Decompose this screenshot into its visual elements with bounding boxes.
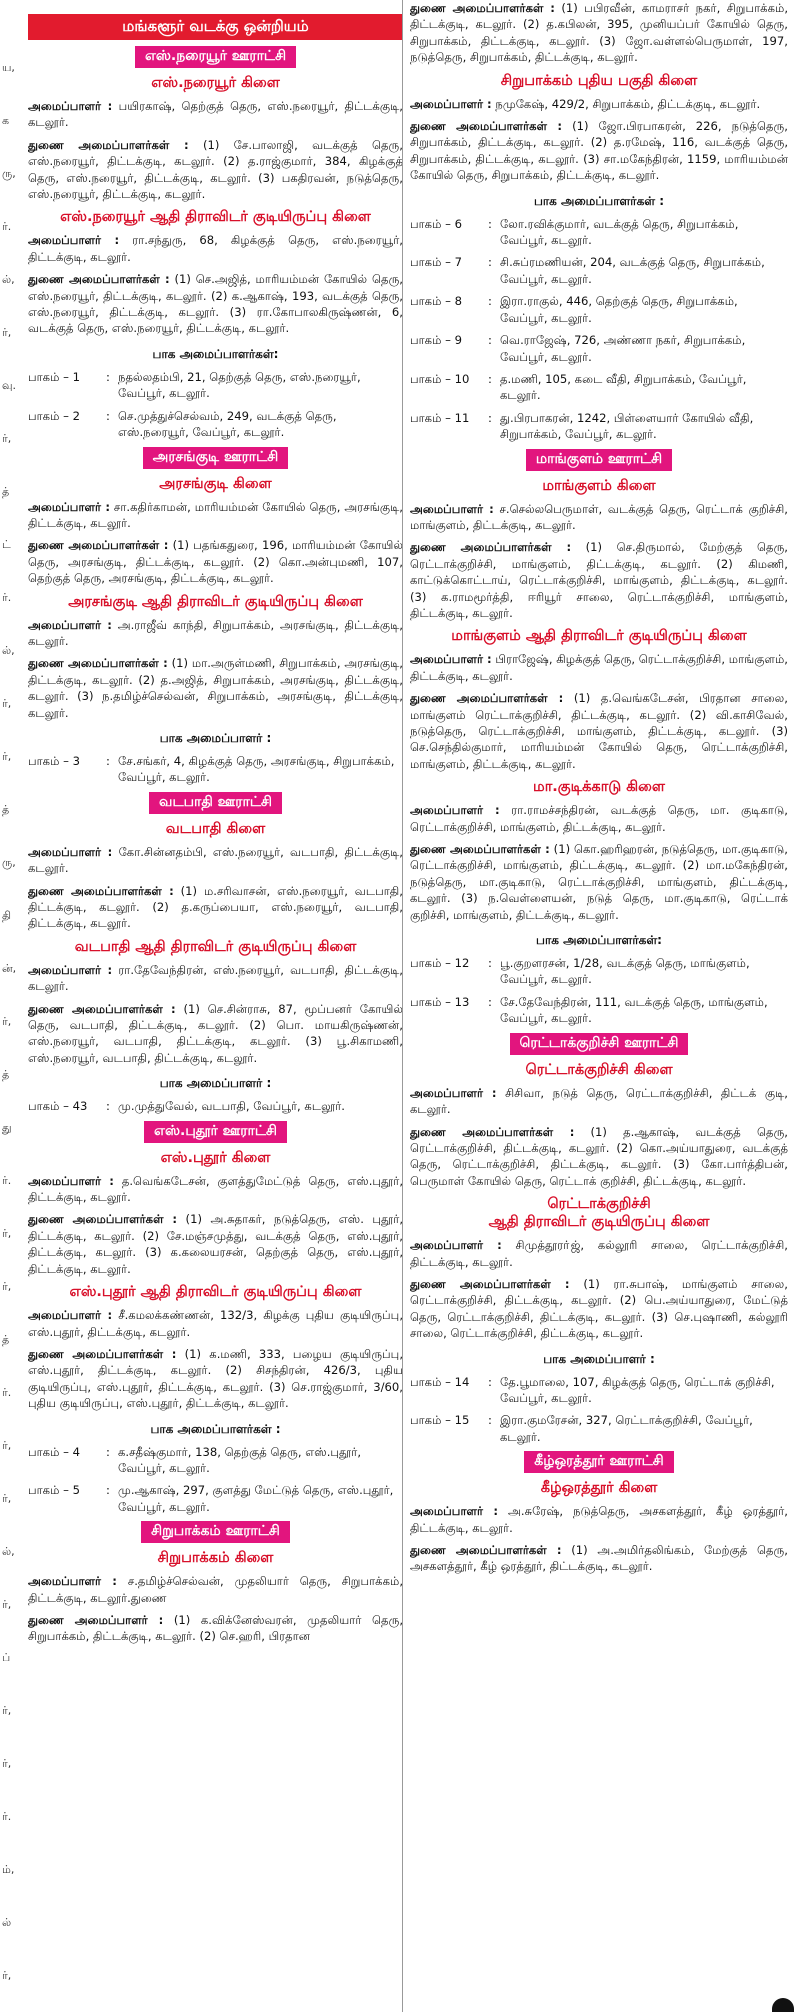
booth-row	[28, 753, 403, 786]
margin-fragment: ட்	[2, 538, 11, 551]
booth-organiser: லோ.ரவிக்குமார், வடக்குத் தெரு, சிறுபாக்கம், வேப்பூர், கடலூர்.	[500, 216, 739, 248]
organiser-entry	[410, 96, 788, 112]
deputy-text: (1) ரா.சுபாஷ், மாங்குளம் சாலை, ரெட்டாக்குறிச்சி, திட்டக்குடி, கடலூர். (2) பெ.அய்யாதுரை, மேட்டுத் தெரு, ரெட்டாக்குறிச்சி, திட்டக்குடி, கடலூர். (3) செ.புஷாணி, கல்லூரி சாலை, ரெட்டாக்குறிச்சி, திட்டக்குடி, கடலூர்.	[410, 1276, 788, 1341]
panchayat-banner: மாங்குளம் ஊராட்சி	[526, 449, 672, 471]
deputy-text: (1) செ.திருமால், மேற்குத் தெரு, ரெட்டாக்குறிச்சி, மாங்குளம், திட்டக்குடி, கடலூர். (2) கிமணி, காட்டுக்கொட்டாய், ரெட்டாக்குறிச்சி, மாங்குளம், திட்டக்குடி, கடலூர். (3) க.ராமமூர்த்தி, ஈரியூர் சாலை, ரெட்டாக்குறிச்சி, மாங்குளம், திட்டக்குடி, கடலூர்.	[410, 540, 788, 620]
booth-organiser: சி.சுப்ரமணியன், 204, வடக்குத் தெரு, சிறுபாக்கம், வேப்பூர், கடலூர்.	[500, 255, 765, 286]
deputy-entry	[410, 841, 788, 923]
booth-organiser: பூ.குறளரசன், 1/28, வடக்குத் தெரு, மாங்குளம், வேப்பூர், கடலூர்.	[500, 956, 750, 987]
margin-fragment: ர்,	[2, 1598, 12, 1611]
panchayat-banner: வடபாதி ஊராட்சி	[149, 792, 282, 814]
booth-organiser: தே.பூமாலை, 107, கிழக்குத் தெரு, ரெட்டாக் குறிச்சி, வேப்பூர், கடலூர்.	[500, 1374, 775, 1405]
deputy-label: துணை அமைப்பாளர்கள் :	[28, 1001, 176, 1016]
organiser-label: அமைப்பாளர் :	[28, 1173, 114, 1188]
booth-number: பாகம் – 7	[410, 255, 462, 270]
organiser-text: ச.தமிழ்ச்செல்வன், முதலியார் தெரு, சிறுபாக்கம், திட்டக்குடி, கடலூர்.துணை	[28, 1574, 403, 1605]
organiser-text: ரா.தேவேந்திரன், எஸ்.நரையூர், வடபாதி, திட்டக்குடி, கடலூர்.	[28, 962, 403, 994]
margin-fragment: ர்,	[2, 1280, 12, 1293]
margin-fragment: ல்,	[2, 644, 15, 657]
organiser-label: அமைப்பாளர் :	[28, 233, 120, 248]
organiser-entry	[28, 1573, 403, 1606]
organiser-label: அமைப்பாளர் :	[28, 1574, 117, 1589]
deputy-text: (1) ஜோ.பிரபாகரன், 226, நடுத்தெரு, சிறுபாக்கம், திட்டக்குடி, கடலூர். (2) த.ரமேஷ், 116, வடக்குத் தெரு, சிறுபாக்கம், திட்டக்குடி, கடலூர். (3) சா.மகேந்திரன், 1159, மாரியம்மன் கோயில் தெரு, சிறுபாக்கம், திட்டக்குடி, கடலூர்.	[410, 119, 788, 183]
booth-number: பாகம் – 14	[410, 1374, 470, 1389]
organiser-entry	[28, 499, 403, 532]
booth-number: பாகம் – 43	[28, 1099, 88, 1114]
booth-colon: :	[488, 410, 492, 425]
booth-row	[410, 216, 788, 249]
branch-title-line: ஆதி திராவிடர் குடியிருப்பு கிளை	[488, 1214, 710, 1231]
margin-fragment: ல்,	[2, 273, 15, 286]
branch-title	[28, 74, 403, 92]
deputy-label: துணை அமைப்பாளர்கள் :	[410, 1124, 575, 1139]
organiser-entry	[28, 232, 403, 265]
organiser-text: கோ.சின்னதம்பி, எஸ்.நரையூர், வடபாதி, திட்டக்குடி, கடலூர்.	[28, 844, 403, 876]
booth-organiser: த.மணி, 105, கடை வீதி, சிறுபாக்கம், வேப்பூர், கடலூர்.	[500, 371, 747, 403]
booth-organisers-heading: பாக அமைப்பாளர்கள் :	[150, 1421, 281, 1436]
booth-row	[28, 369, 403, 402]
deputy-text: (1) க.மணி, 333, பழைய குடியிருப்பு, எஸ்.புதூர், திட்டக்குடி, கடலூர். (2) சிசந்திரன், 426/3, புதிய குடியிருப்பு, எஸ்.புதூர், திட்டக்குடி, கடலூர். (3) செ.ராஜ்குமார், 3/60, புதிய குடியிருப்பு, எஸ்.புதூர், திட்டக்குடி, கடலூர்.	[28, 1346, 403, 1411]
branch-title-line: அரசங்குடி கிளை	[159, 475, 272, 492]
deputy-entry	[28, 271, 403, 337]
booth-organiser: வெ.ராஜேஷ், 726, அண்ணா நகர், சிறுபாக்கம், வேப்பூர், கடலூர்.	[500, 333, 746, 364]
organiser-label: அமைப்பாளர் :	[28, 499, 110, 514]
deputy-label: துணை அமைப்பாளர் :	[28, 1612, 164, 1627]
branch-title	[410, 627, 788, 645]
organiser-text: பயிரகாஷ், தெற்குத் தெரு, எஸ்.நரையூர், திட்டக்குடி, கடலூர்.	[28, 99, 403, 130]
branch-title	[410, 477, 788, 495]
organiser-text: சிமுத்தூரா்ஜ், கல்லூரி சாலை, ரெட்டாக்குறிச்சி, திட்டக்குடி, கடலூர்.	[410, 1238, 788, 1269]
booth-organiser: மு.முத்துவேல், வடபாதி, வேப்பூர், கடலூர்.	[118, 1099, 345, 1114]
booth-organisers-heading: பாக அமைப்பாளர்கள்:	[536, 933, 662, 948]
margin-fragment: ர்,	[2, 1227, 12, 1240]
deputy-text: (1) செ.சின்ராசு, 87, மூப்பனர் கோயில் தெரு, வடபாதி, திட்டக்குடி, கடலூர். (2) பொ. மாயகிருஷ்ணன், எஸ்.நரையூர், வடபாதி, திட்டக்குடி, கடலூர். (3) பூ.சிகாமணி, எஸ்.நரையூர், வடபாதி, திட்டக்குடி, கடலூர்.	[28, 1001, 403, 1065]
margin-fragment: ப்	[2, 1651, 11, 1664]
deputy-text: (1) த.வெங்கடேசன், பிரதான சாலை, மாங்குளம் ரெட்டாக்குறிச்சி, திட்டக்குடி, கடலூர். (2) வி.காசிவேல், நடுத்தெரு, ரெட்டாக்குறிச்சி, மாங்குளம், திட்டக்குடி, கடலூர். (3) செ.செந்தில்குமார், மாரியம்மன் கோயில் தெரு, ரெட்டாக்குறிச்சி, மாங்குளம், திட்டக்குடி, கடலூர்.	[410, 691, 788, 771]
deputies-label: துணை அமைப்பாளர்கள் :	[410, 1, 555, 15]
deputy-entry	[28, 537, 403, 586]
organiser-entry	[28, 844, 403, 877]
booth-colon: :	[488, 333, 492, 348]
booth-organiser: சே.தேவேந்திரன், 111, வடக்குத் தெரு, மாங்குளம், வேப்பூர், கடலூர்.	[500, 994, 768, 1026]
branch-title	[410, 1061, 788, 1079]
booth-organisers-heading: பாக அமைப்பாளர் :	[159, 1076, 272, 1091]
margin-fragment: ர்,	[2, 1439, 12, 1452]
booth-number: பாகம் – 12	[410, 956, 470, 971]
booth-row	[410, 955, 788, 988]
panchayat-banner: அரசங்குடி ஊராட்சி	[143, 447, 288, 469]
deputy-entry	[410, 1124, 788, 1190]
organiser-text: ரா.ராமச்சந்திரன், வடக்குத் தெரு, மா. குடிகாடு, ரெட்டாக்குறிச்சி, மாங்குளம், திட்டக்குடி, கடலூர்.	[410, 803, 788, 834]
organiser-label: அமைப்பாளர் :	[28, 99, 113, 113]
organiser-label: அமைப்பாளர் :	[410, 1238, 502, 1253]
branch-title-line: வடபாதி கிளை	[165, 820, 266, 837]
organiser-text: நமுகேஷ், 429/2, சிறுபாக்கம், திட்டக்குடி, கடலூர்.	[495, 96, 761, 111]
deputy-text: (1) அ.சுதாகர், நடுத்தெரு, எஸ். புதூர், திட்டக்குடி, கடலூர். (2) சே.மஞ்சமுத்து, வடக்குத் தெரு, எஸ்.புதூர், திட்டக்குடி, கடலூர். (3) க.கலையரசன், தெற்குத் தெரு, எஸ்.புதூர், திட்டக்குடி, கடலூர்.	[28, 1212, 403, 1276]
booth-number: பாகம் – 2	[28, 408, 80, 423]
branch-title	[28, 208, 403, 226]
deputy-text: (1) சே.பாலாஜி, வடக்குத் தெரு, எஸ்.நரையூர், திட்டக்குடி, கடலூர். (2) த.ராஜ்குமார், 384, கிழக்குத் தெரு, எஸ்.நரையூர், திட்டக்குடி, கடலூர். (3) பகதிரவன், நடுத்தெரு, எஸ்.நரையூர், திட்டக்குடி, கடலூர்.	[28, 137, 403, 202]
deputy-text: (1) மா.அருள்மணி, சிறுபாக்கம், அரசங்குடி, திட்டக்குடி, கடலூர். (2) த.அஜித், சிறுபாக்கம், அரசங்குடி, திட்டக்குடி, கடலூர். (3) ந.தமிழ்ச்செல்வன், சிறுபாக்கம், அரசங்குடி, திட்டக்குடி, கடலூர்.	[28, 656, 403, 720]
branch-title-line: எஸ்.நரையூர் கிளை	[151, 75, 280, 91]
branch-title	[28, 593, 403, 611]
deputy-entry	[28, 1612, 403, 1645]
booth-row	[410, 254, 788, 287]
deputy-label: துணை அமைப்பாளர்கள் :	[28, 1346, 177, 1361]
deputy-label: துணை அமைப்பாளர்கள் :	[410, 842, 550, 857]
branch-title	[28, 1549, 403, 1567]
deputy-text: (1) பதங்கதுரை, 196, மாரியம்மன் கோயில் தெரு, அரசங்குடி, திட்டக்குடி, கடலூர். (2) கொ.அன்புமணி, 107, தெற்குத் தெரு, அரசங்குடி, திட்டக்குடி, கடலூர்.	[28, 538, 403, 586]
margin-fragment: ம்,	[2, 1863, 15, 1876]
organiser-entry	[410, 1503, 788, 1536]
booth-organiser: இரா.குமரேசன், 327, ரெட்டாக்குறிச்சி, வேப்பூர், கடலூர்.	[500, 1413, 753, 1444]
deputy-label: துணை அமைப்பாளர்கள் :	[28, 137, 189, 152]
deputy-label: துணை அமைப்பாளர்கள் :	[410, 1543, 562, 1557]
organiser-label: அமைப்பாளர் :	[410, 1085, 497, 1100]
branch-title-line: ரெட்டாக்குறிச்சி கிளை	[525, 1061, 673, 1078]
booth-row	[28, 408, 403, 441]
booth-colon: :	[106, 1483, 110, 1498]
booth-row	[28, 1482, 403, 1515]
booth-colon: :	[106, 408, 110, 423]
booth-colon: :	[488, 294, 492, 309]
organiser-label: அமைப்பாளர் :	[28, 844, 113, 859]
organiser-text: பிராஜேஷ், கிழக்குத் தெரு, ரெட்டாக்குறிச்சி, மாங்குளம், திட்டக்குடி, கடலூர்.	[410, 652, 788, 683]
booth-number: பாகம் – 9	[410, 333, 462, 348]
deputy-label: துணை அமைப்பாளர்கள் :	[28, 656, 168, 671]
margin-fragment: ர்.	[2, 1810, 12, 1823]
organiser-text: சீ.கமலக்கண்ணன், 132/3, கிழக்கு புதிய குடியிருப்பு, எஸ்.புதூர், திட்டக்குடி, கடலூர்.	[28, 1308, 403, 1339]
booth-colon: :	[488, 1413, 492, 1428]
booth-colon: :	[488, 994, 492, 1009]
branch-title	[410, 778, 788, 796]
deputy-label: துணை அமைப்பாளர்கள் :	[410, 119, 563, 134]
margin-fragment: ர்,	[2, 1015, 12, 1028]
organiser-entry	[28, 1173, 403, 1206]
booth-colon: :	[488, 956, 492, 971]
margin-fragment: ர்.	[2, 1386, 12, 1399]
margin-fragment: ர்.	[2, 591, 12, 604]
margin-fragment: த்	[2, 1333, 10, 1346]
branch-title	[28, 938, 403, 956]
booth-colon: :	[488, 216, 492, 231]
booth-number: பாகம் – 13	[410, 994, 470, 1009]
margin-fragment: தி	[2, 909, 12, 922]
booth-row	[410, 410, 788, 443]
left-margin-strip	[0, 0, 22, 2012]
branch-title-line: எஸ்.புதூர் ஆதி திராவிடர் குடியிருப்பு கிளை	[69, 1284, 362, 1301]
deputy-label: துணை அமைப்பாளர்கள் :	[28, 538, 169, 553]
margin-fragment: ரு,	[2, 167, 16, 180]
deputies-text: (1) பபிரவீன், காமராசர் நகர், சிறுபாக்கம், திட்டக்குடி, கடலூர். (2) த.கபிலன், 395, முனியப்பர் கோயில் தெரு, சிறுபாக்கம், திட்டக்குடி, கடலூர். (3) ஜோ.வள்ளல்பெருமாள், 197, நடுத்தெரு, சிறுபாக்கம், திட்டக்குடி, கடலூர்.	[410, 1, 788, 65]
branch-title	[28, 475, 403, 493]
deputy-entry	[28, 1211, 403, 1277]
panchayat-banner: எஸ்.புதூர் ஊராட்சி	[144, 1121, 287, 1143]
margin-fragment: ரு,	[2, 856, 16, 869]
deputy-label: துணை அமைப்பாளர்கள் :	[410, 1276, 570, 1291]
margin-fragment: ர்,	[2, 1704, 12, 1717]
organiser-entry	[410, 1237, 788, 1270]
booth-organiser: க.சதீஷ்குமார், 138, தெற்குத் தெரு, எஸ்.புதூர், வேப்பூர், கடலூர்.	[118, 1444, 361, 1475]
booth-number: பாகம் – 11	[410, 410, 470, 425]
branch-title	[28, 1283, 403, 1301]
organiser-text: சிசிவா, நடுத் தெரு, ரெட்டாக்குறிச்சி, திட்டக் குடி, கடலூர்.	[410, 1085, 788, 1117]
booth-row	[410, 1412, 788, 1445]
panchayat-banner: ரெட்டாக்குறிச்சி ஊராட்சி	[510, 1033, 689, 1055]
margin-fragment: ர்.	[2, 220, 12, 233]
deputy-entry	[28, 655, 403, 721]
deputy-label: துணை அமைப்பாளர்கள் :	[28, 883, 174, 898]
booth-organisers-heading: பாக அமைப்பாளர் :	[543, 1351, 655, 1366]
organiser-label: அமைப்பாளர் :	[28, 962, 113, 977]
margin-fragment: ர்,	[2, 1969, 12, 1982]
deputy-entry	[28, 1001, 403, 1067]
booth-organisers-heading: பாக அமைப்பாளர்கள்:	[152, 346, 279, 361]
branch-title	[410, 1479, 788, 1497]
margin-fragment: ர்,	[2, 1757, 12, 1770]
deputy-entry	[410, 690, 788, 772]
branch-title-line: கீழ்ஒரத்தூர் கிளை	[540, 1480, 658, 1497]
deputy-label: துணை அமைப்பாளர்கள் :	[410, 691, 564, 706]
branch-title-line: எஸ்.புதூர் கிளை	[160, 1149, 271, 1166]
margin-fragment: து	[2, 1121, 12, 1134]
booth-organisers-heading: பாக அமைப்பாளர்கள் :	[533, 193, 665, 208]
panchayat-banner: கீழ்ஒரத்தூர் ஊராட்சி	[524, 1451, 674, 1473]
margin-fragment: ர்,	[2, 1492, 12, 1505]
branch-title-line: ரெட்டாக்குறிச்சி	[547, 1196, 651, 1213]
margin-fragment: த்	[2, 1068, 10, 1081]
deputy-label: துணை அமைப்பாளர்கள் :	[410, 540, 572, 555]
branch-title-line: வடபாதி ஆதி திராவிடர் குடியிருப்பு கிளை	[74, 938, 357, 955]
booth-colon: :	[488, 1374, 492, 1389]
booth-number: பாகம் – 3	[28, 753, 80, 768]
organiser-label: அமைப்பாளர் :	[28, 617, 112, 632]
booth-number: பாகம் – 1	[28, 369, 80, 384]
margin-fragment: த்	[2, 485, 10, 498]
margin-fragment: ய,	[2, 61, 15, 74]
left-column	[28, 0, 403, 2012]
booth-number: பாகம் – 8	[410, 294, 462, 309]
branch-title-line: அரசங்குடி ஆதி திராவிடர் குடியிருப்பு கிளை	[68, 593, 363, 610]
organiser-label: அமைப்பாளர் :	[410, 501, 494, 516]
organiser-text: ரா.சந்துரு, 68, கிழக்குத் தெரு, எஸ்.நரையூர், திட்டக்குடி, கடலூர்.	[28, 233, 403, 264]
deputy-text: (1) த.ஆகாஷ், வடக்குத் தெரு, ரெட்டாக்குறிச்சி, திட்டக்குடி, கடலூர். (2) கொ.அய்யாதுரை, வடக்குத் தெரு, ரெட்டாக்குறிச்சி, திட்டக்குடி, கடலூர். (3) கோ.பார்த்திபன், பெருமாள் கோயில் தெரு, ரெட்டாக் குறிச்சி, திட்டக்குடி, கடலூர்.	[410, 1124, 788, 1188]
organiser-entry	[28, 617, 403, 650]
margin-fragment: ர்,	[2, 697, 12, 710]
booth-number: பாகம் – 5	[28, 1483, 80, 1498]
margin-fragment: வு.	[2, 379, 17, 392]
organiser-entry	[410, 651, 788, 684]
deputy-entry	[410, 1276, 788, 1342]
booth-organiser: மு.ஆகாஷ், 297, குளத்து மேட்டுத் தெரு, எஸ்.புதூர், வேப்பூர், கடலூர்.	[118, 1483, 394, 1514]
deputy-entry	[410, 118, 788, 184]
organiser-label: அமைப்பாளர் :	[28, 1308, 113, 1323]
deputy-entry	[410, 539, 788, 621]
booth-organiser: நதல்லதம்பி, 21, தெற்குத் தெரு, எஸ்.நரையூர், வேப்பூர், கடலூர்.	[118, 369, 361, 401]
booth-colon: :	[106, 369, 110, 384]
deputy-label: துணை அமைப்பாளர்கள் :	[28, 1212, 178, 1227]
branch-title	[410, 1195, 788, 1231]
column-divider	[402, 0, 403, 2012]
organiser-entry	[410, 802, 788, 835]
booth-organiser: செ.முத்துச்செல்வம், 249, வடக்குத் தெரு, எஸ்.நரையூர், வேப்பூர், கடலூர்.	[118, 408, 337, 440]
organiser-text: சா.கதிர்காமன், மாரியம்மன் கோயில் தெரு, அரசங்குடி, திட்டக்குடி, கடலூர்.	[28, 499, 403, 530]
margin-fragment: ர்,	[2, 432, 12, 445]
deputy-entry	[28, 137, 403, 203]
booth-number: பாகம் – 10	[410, 371, 470, 386]
panchayat-banner: சிறுபாக்கம் ஊராட்சி	[141, 1521, 290, 1543]
margin-fragment: ர்.	[2, 1174, 12, 1187]
branch-title	[410, 72, 788, 90]
union-banner: மங்களூர் வடக்கு ஒன்றியம்	[28, 14, 403, 40]
deputy-text: (1) ம.சரிவாசன், எஸ்.நரையூர், வடபாதி, திட்டக்குடி, கடலூர். (2) த.கருப்பையா, எஸ்.நரையூர், வடபாதி, திட்டக்குடி, கடலூர்.	[28, 883, 403, 931]
deputy-text: (1) க.விக்னேஸ்வரன், முதலியார் தெரு, சிறுபாக்கம், திட்டக்குடி, கடலூர். (2) செ.ஹரி, பிரதான	[28, 1612, 403, 1644]
booth-number: பாகம் – 6	[410, 216, 462, 231]
organiser-label: அமைப்பாளர் :	[410, 96, 492, 111]
deputy-entry	[28, 883, 403, 932]
right-column	[410, 0, 788, 2012]
booth-number: பாகம் – 15	[410, 1413, 470, 1428]
booth-row	[28, 1098, 403, 1114]
branch-title-line: சிறுபாக்கம் கிளை	[157, 1550, 274, 1567]
booth-organisers-heading: பாக அமைப்பாளர் :	[159, 730, 272, 745]
booth-row	[410, 1374, 788, 1407]
page-number-tab	[772, 1998, 794, 2012]
branch-title	[28, 820, 403, 838]
margin-fragment: ல்	[2, 1916, 12, 1929]
deputy-text: (1) கொ.ஹரிஹரன், நடுத்தெரு, மா.குடிகாடு, ரெட்டாக்குறிச்சி, மாங்குளம், திட்டக்குடி, கடலூர். (2) மா.மகேந்திரன், நடுத்தெரு, மா.குடிகாடு, ரெட்டாக்குறிச்சி, மாங்குளம், திட்டக்குடி, கடலூர். (3) ந.வெள்ளையன், நடுத் தெரு, மா.குடிகாடு, ரெட்டாக் குறிச்சி, மாங்குளம், திட்டக்குடி, கடலூர்.	[410, 842, 788, 922]
margin-fragment: ர்,	[2, 750, 12, 763]
booth-row	[28, 1444, 403, 1477]
margin-fragment: ர்,	[2, 326, 12, 339]
booth-row	[410, 332, 788, 365]
booth-colon: :	[488, 255, 492, 270]
organiser-entry	[410, 1085, 788, 1118]
continued-deputies	[410, 0, 788, 66]
booth-organiser: து.பிரபாகரன், 1242, பிள்ளையார் கோயில் வீதி, சிறுபாக்கம், வேப்பூர், கடலூர்.	[500, 410, 754, 442]
organiser-label: அமைப்பாளர் :	[410, 1504, 498, 1519]
organiser-entry	[28, 962, 403, 995]
organiser-entry	[410, 501, 788, 534]
branch-title-line: சிறுபாக்கம் புதிய பகுதி கிளை	[500, 72, 698, 89]
margin-fragment: ன்,	[2, 962, 17, 975]
organiser-label: அமைப்பாளர் :	[410, 803, 500, 818]
booth-row	[410, 293, 788, 326]
organiser-text: அ.சுரேஷ், நடுத்தெரு, அசகளத்தூர், கீழ் ஒரத்தூர், திட்டக்குடி, கடலூர்.	[410, 1504, 788, 1535]
deputy-text: (1) செ.அஜித், மாரியம்மன் கோயில் தெரு, எஸ்.நரையூர், திட்டக்குடி, கடலூர். (2) க.ஆகாஷ், 193, வடக்குத் தெரு, எஸ்.நரையூர், திட்டக்குடி, கடலூர். (3) ரா.கோபாலகிருஷ்ணன், 6, வடக்குத் தெரு, எஸ்.நரையூர், திட்டக்குடி, கடலூர்.	[28, 272, 403, 336]
branch-title-line: மாங்குளம் கிளை	[542, 477, 656, 494]
booth-number: பாகம் – 4	[28, 1444, 80, 1459]
panchayat-banner: எஸ்.நரையூர் ஊராட்சி	[135, 46, 296, 68]
margin-fragment: ல்,	[2, 1545, 15, 1558]
branch-title	[28, 1149, 403, 1167]
organiser-label: அமைப்பாளர் :	[410, 652, 492, 667]
booth-organiser: சே.சங்கர், 4, கிழக்குத் தெரு, அரசங்குடி, சிறுபாக்கம், வேப்பூர், கடலூர்.	[118, 753, 395, 785]
deputy-entry	[410, 1542, 788, 1575]
organiser-entry	[28, 98, 403, 131]
booth-row	[410, 994, 788, 1027]
organiser-text: த.வெங்கடேசன், குளத்துமேட்டுத் தெரு, எஸ்.புதூர், திட்டக்குடி, கடலூர்.	[28, 1173, 403, 1205]
organiser-entry	[28, 1307, 403, 1340]
booth-colon: :	[106, 1099, 110, 1114]
booth-colon: :	[106, 753, 110, 768]
margin-fragment: க	[2, 114, 10, 127]
organiser-text: ச.செல்லபெருமாள், வடக்குத் தெரு, ரெட்டாக் குறிச்சி, மாங்குளம், திட்டக்குடி, கடலூர்.	[410, 501, 788, 532]
booth-colon: :	[488, 371, 492, 386]
deputy-label: துணை அமைப்பாளர்கள் :	[28, 272, 170, 287]
organiser-text: அ.ராஜீவ் காந்தி, சிறுபாக்கம், அரசங்குடி, திட்டக்குடி, கடலூர்.	[28, 617, 403, 648]
branch-title-line: மாங்குளம் ஆதி திராவிடர் குடியிருப்பு கிளை	[451, 628, 747, 645]
branch-title-line: எஸ்.நரையூர் ஆதி திராவிடர் குடியிருப்பு கிளை	[60, 209, 371, 226]
margin-fragment: த்	[2, 803, 10, 816]
booth-row	[410, 371, 788, 404]
deputy-text: (1) அ.அமிர்தலிங்கம், மேற்குத் தெரு, அசகளத்தூர், கீழ் ஒரத்தூர், திட்டக்குடி, கடலூர்.	[410, 1543, 788, 1574]
deputy-entry	[28, 1346, 403, 1412]
booth-colon: :	[106, 1444, 110, 1459]
booth-organiser: இரா.ராகுல், 446, தெற்குத் தெரு, சிறுபாக்கம், வேப்பூர், கடலூர்.	[500, 294, 738, 325]
branch-title-line: மா.குடிக்காடு கிளை	[533, 779, 665, 796]
